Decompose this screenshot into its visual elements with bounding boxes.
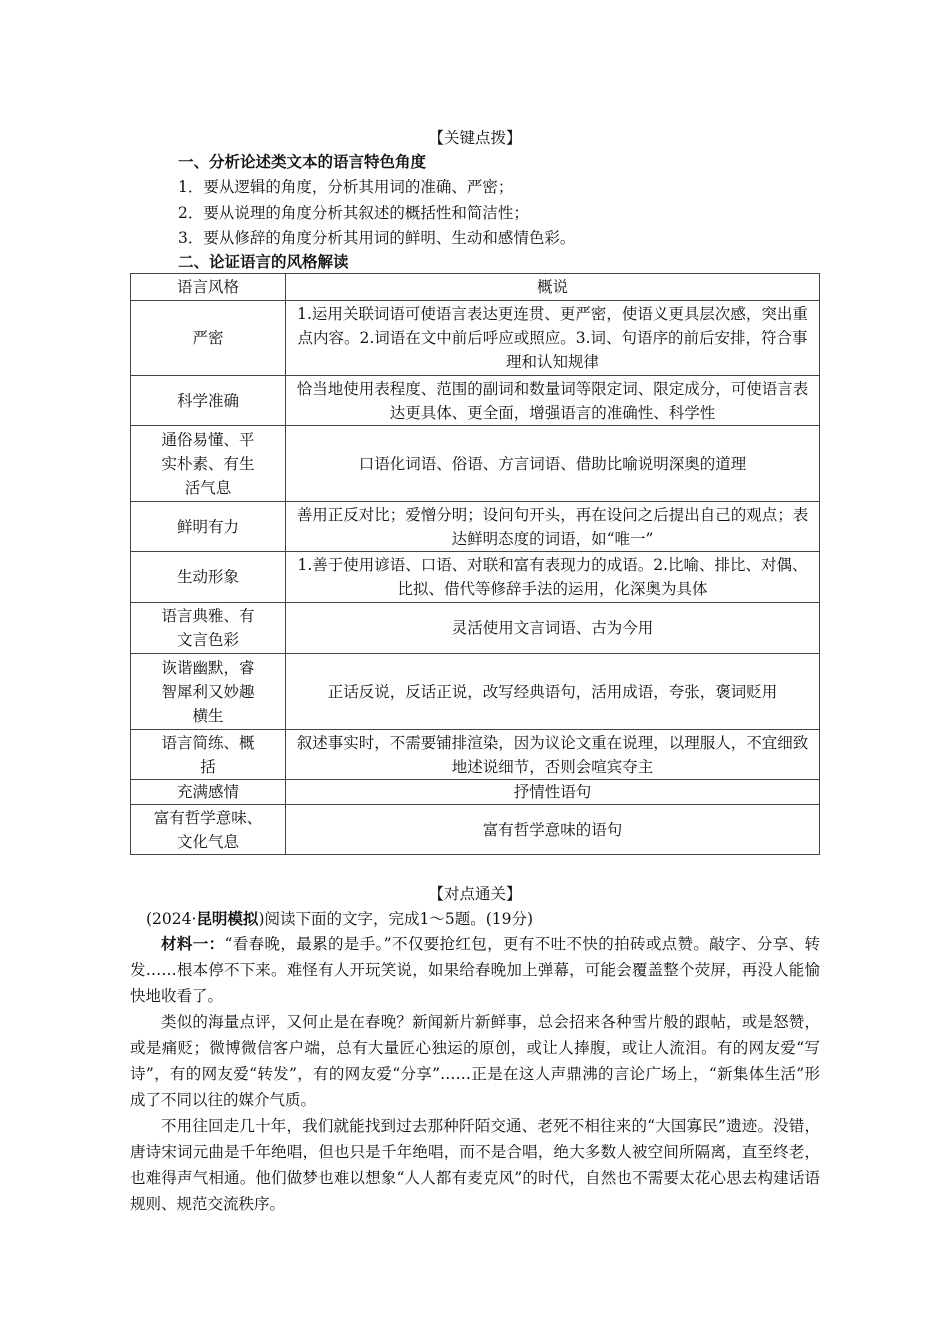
table-cell-desc: 叙述事实时，不需要铺排渲染，因为议论文重在说理，以理服人，不宜细致地述说细节，否则会喧宾夺主 bbox=[286, 730, 820, 780]
table-row bbox=[131, 603, 820, 654]
table-cell-desc: 恰当地使用表程度、范围的副词和数量词等限定词、限定成分，可使语言表达更具体、更全面，增强语言的准确性、科学性 bbox=[286, 376, 820, 426]
table-row bbox=[131, 301, 820, 376]
table-cell-desc: 善用正反对比；爱憎分明；设问句开头，再在设问之后提出自己的观点；表达鲜明态度的词语，如“唯一” bbox=[286, 502, 820, 552]
table-header-style: 语言风格 bbox=[131, 274, 286, 301]
material-paragraph-1-text: “看春晚，最累的是手。”不仅要抢红包，更有不吐不快的拍砖或点赞。敲字、分享、转发……根本停不下来。难怪有人开玩笑说，如果给春晚加上弹幕，可能会覆盖整个荧屏，再没人能愉快地收看了。 bbox=[130, 935, 820, 1005]
table-cell-desc: 1.善于使用谚语、口语、对联和富有表现力的成语。2.比喻、排比、对偶、比拟、借代等修辞手法的运用，化深奥为具体 bbox=[286, 552, 820, 603]
table-cell-desc: 灵活使用文言词语、古为今用 bbox=[286, 603, 820, 654]
source-line bbox=[146, 909, 533, 929]
table-cell-style: 科学准确 bbox=[131, 376, 286, 426]
table-cell-desc: 正话反说，反话正说，改写经典语句，活用成语，夸张，褒词贬用 bbox=[286, 654, 820, 730]
section1-item-3: 3．要从修辞的角度分析其用词的鲜明、生动和感情色彩。 bbox=[178, 229, 576, 247]
table-cell-style: 充满感情 bbox=[131, 780, 286, 805]
table-cell-style: 诙谐幽默，睿智犀利又妙趣横生 bbox=[131, 654, 286, 730]
table-row bbox=[131, 780, 820, 805]
table-row bbox=[131, 552, 820, 603]
table-cell-style: 语言简练、概括 bbox=[131, 730, 286, 780]
table-header-row bbox=[131, 274, 820, 301]
section1-item-1: 1．要从逻辑的角度，分析其用词的准确、严密； bbox=[178, 178, 514, 196]
table-row bbox=[131, 805, 820, 855]
table-cell-style: 通俗易懂、平实朴素、有生活气息 bbox=[131, 426, 286, 502]
section1-item-2: 2．要从说理的角度分析其叙述的概括性和简洁性； bbox=[178, 204, 529, 222]
table-cell-style: 富有哲学意味、文化气息 bbox=[131, 805, 286, 855]
table-row bbox=[131, 730, 820, 780]
language-style-table bbox=[130, 273, 820, 855]
table-cell-style: 生动形象 bbox=[131, 552, 286, 603]
table-cell-desc: 口语化词语、俗语、方言词语、借助比喻说明深奥的道理 bbox=[286, 426, 820, 502]
table-cell-desc: 1.运用关联词语可使语言表达更连贯、更严密，使语义更具层次感，突出重点内容。2.词语在文中前后呼应或照应。3.词、句语序的前后安排，符合事理和认知规律 bbox=[286, 301, 820, 376]
table-header-desc: 概说 bbox=[286, 274, 820, 301]
table-row bbox=[131, 502, 820, 552]
table-row bbox=[131, 376, 820, 426]
practice-title: 【对点通关】 bbox=[428, 885, 522, 903]
table-cell-style: 鲜明有力 bbox=[131, 502, 286, 552]
section2-title: 二、论证语言的风格解读 bbox=[178, 253, 349, 271]
material-paragraph-3: 不用往回走几十年，我们就能找到过去那种阡陌交通、老死不相往来的“大国寡民”遗迹。没错，唐诗宋词元曲是千年绝唱，但也只是千年绝唱，而不是合唱，绝大多数人被空间所隔离，直至终老，也难得声气相通。他们做梦也难以想象“人人都有麦克风”的时代，自然也不需要太花心思去构建话语规则、规范交流秩序。 bbox=[130, 1117, 820, 1213]
table-cell-style: 语言典雅、有文言色彩 bbox=[131, 603, 286, 654]
source-suffix: )阅读下面的文字，完成1～5题。(19分) bbox=[258, 910, 534, 928]
table-row bbox=[131, 426, 820, 502]
table-cell-style: 严密 bbox=[131, 301, 286, 376]
material-paragraph-2: 类似的海量点评，又何止是在春晚？新闻新片新鲜事，总会招来各种雪片般的跟帖，或是怒赞，或是痛贬；微博微信客户端，总有大量匠心独运的原创，或让人捧腹，或让人流泪。有的网友爱“写诗”，有的网友爱“转发”，有的网友爱“分享”……正是在这人声鼎沸的言论广场上，“新集体生活”形成了不同以往的媒介气质。 bbox=[130, 1013, 820, 1109]
table-cell-desc: 抒情性语句 bbox=[286, 780, 820, 805]
material-label: 材料一： bbox=[161, 934, 225, 953]
source-prefix: (2024· bbox=[146, 910, 197, 928]
material-paragraph-1 bbox=[130, 931, 820, 1009]
section1-title: 一、分析论述类文本的语言特色角度 bbox=[178, 153, 427, 171]
source-bold: 昆明模拟 bbox=[196, 909, 259, 928]
table-row bbox=[131, 654, 820, 730]
table-cell-desc: 富有哲学意味的语句 bbox=[286, 805, 820, 855]
key-points-title: 【关键点拨】 bbox=[428, 129, 522, 147]
